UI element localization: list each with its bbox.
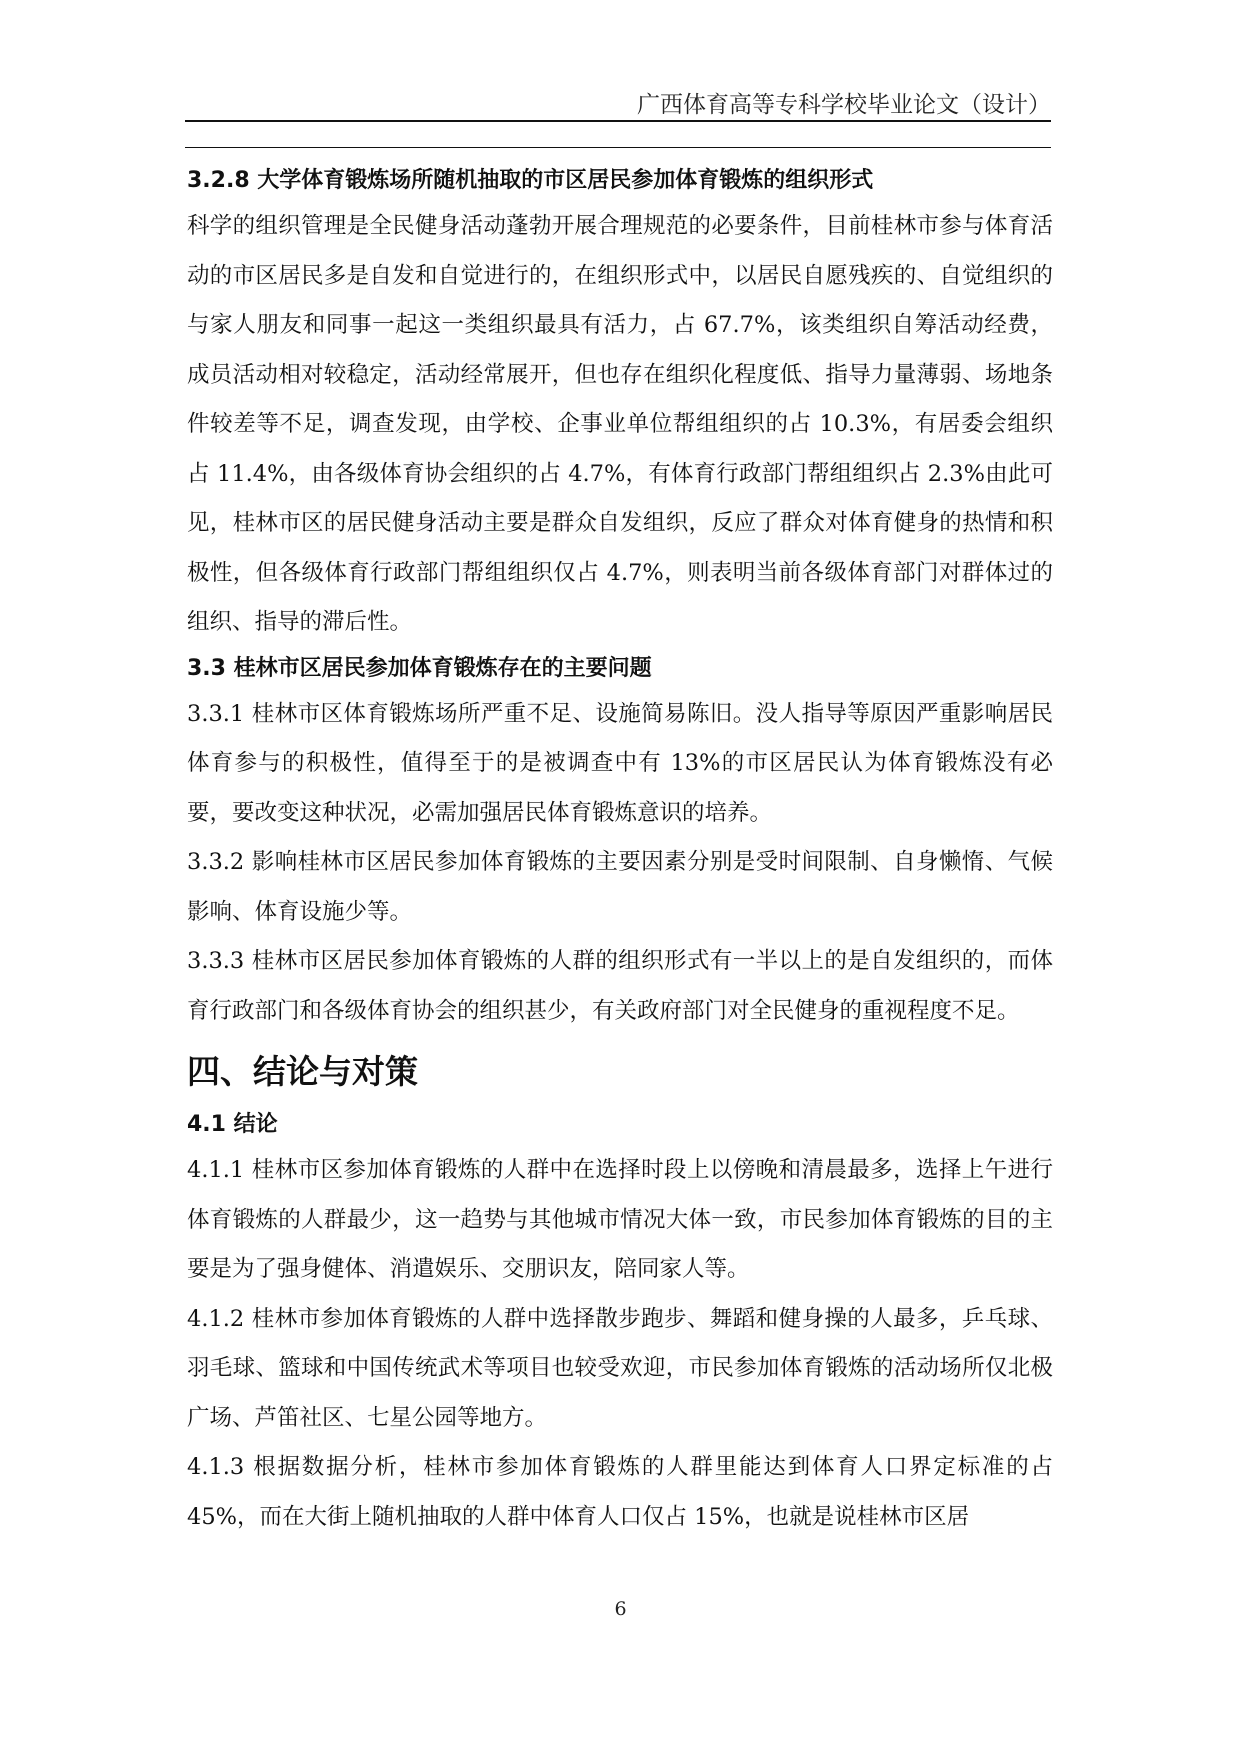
section-heading-4-1: 4.1 结论 — [187, 1112, 278, 1137]
paragraph-4-1-3: 4.1.3 根据数据分析，桂林市参加体育锻炼的人群里能达到体育人口界定标准的占 45%，而在大街上随机抽取的人群中体育人口仅占 15%，也就是说桂林市区居 — [187, 1454, 1053, 1530]
paragraph-4-1-1: 4.1.1 桂林市区参加体育锻炼的人群中在选择时段上以傍晚和清晨最多，选择上午进行体育锻炼的人群最少，这一趋势与其他城市情况大体一致，市民参加体育锻炼的目的主要是为了强身健体、消遣娱乐、交朋识友，陪同家人等。 — [187, 1157, 1053, 1282]
running-header: 广西体育高等专科学校毕业论文（设计） — [637, 92, 1051, 118]
header-rule-thick — [185, 120, 1051, 122]
header-rule-thin — [185, 147, 1051, 148]
chapter-heading-4: 四、结论与对策 — [187, 1052, 418, 1091]
paragraph-4-1-2: 4.1.2 桂林市参加体育锻炼的人群中选择散步跑步、舞蹈和健身操的人最多，乒乓球、羽毛球、篮球和中国传统武术等项目也较受欢迎，市民参加体育锻炼的活动场所仅北极广场、芦笛社区、七星公园等地方。 — [187, 1305, 1053, 1431]
section-heading-3-3: 3.3 桂林市区居民参加体育锻炼存在的主要问题 — [187, 655, 652, 681]
page-body — [187, 160, 1053, 1542]
paragraph-3-2-8: 科学的组织管理是全民健身活动蓬勃开展合理规范的必要条件，目前桂林市参与体育活动的市区居民多是自发和自觉进行的，在组织形式中，以居民自愿残疾的、自觉组织的与家人朋友和同事一起这一类组织最具有活力，占 67.7%，该类组织自筹活动经费，成员活动相对较稳定，活动经常展开，但也存在组织化程度低、指导力量薄弱、场地条件较差等不足，调查发现，由学校、企事业单位帮组组织的占 10.3%，有居委会组织占 11.4%，由各级体育协会组织的占 4.7%，有体育行政部门帮组组织占 2.3%由此可见，桂林市区的居民健身活动主要是群众自发组织，反应了群众对体育健身的热情和积极性，但各级体育行政部门帮组组织仅占 4.7%，则表明当前各级体育部门对群体过的组织、指导的滞后性。 — [187, 213, 1053, 635]
paragraph-3-3-3: 3.3.3 桂林市区居民参加体育锻炼的人群的组织形式有一半以上的是自发组织的，而体育行政部门和各级体育协会的组织甚少，有关政府部门对全民健身的重视程度不足。 — [187, 948, 1053, 1024]
paragraph-3-3-1: 3.3.1 桂林市区体育锻炼场所严重不足、设施简易陈旧。没人指导等原因严重影响居民体育参与的积极性，值得至于的是被调查中有 13%的市区居民认为体育锻炼没有必要，要改变这种状况，必需加强居民体育锻炼意识的培养。 — [187, 700, 1053, 826]
section-heading-3-2-8: 3.2.8 大学体育锻炼场所随机抽取的市区居民参加体育锻炼的组织形式 — [187, 168, 874, 193]
page-number: 6 — [614, 1598, 627, 1620]
paragraph-3-3-2: 3.3.2 影响桂林市区居民参加体育锻炼的主要因素分别是受时间限制、自身懒惰、气候影响、体育设施少等。 — [187, 849, 1053, 925]
